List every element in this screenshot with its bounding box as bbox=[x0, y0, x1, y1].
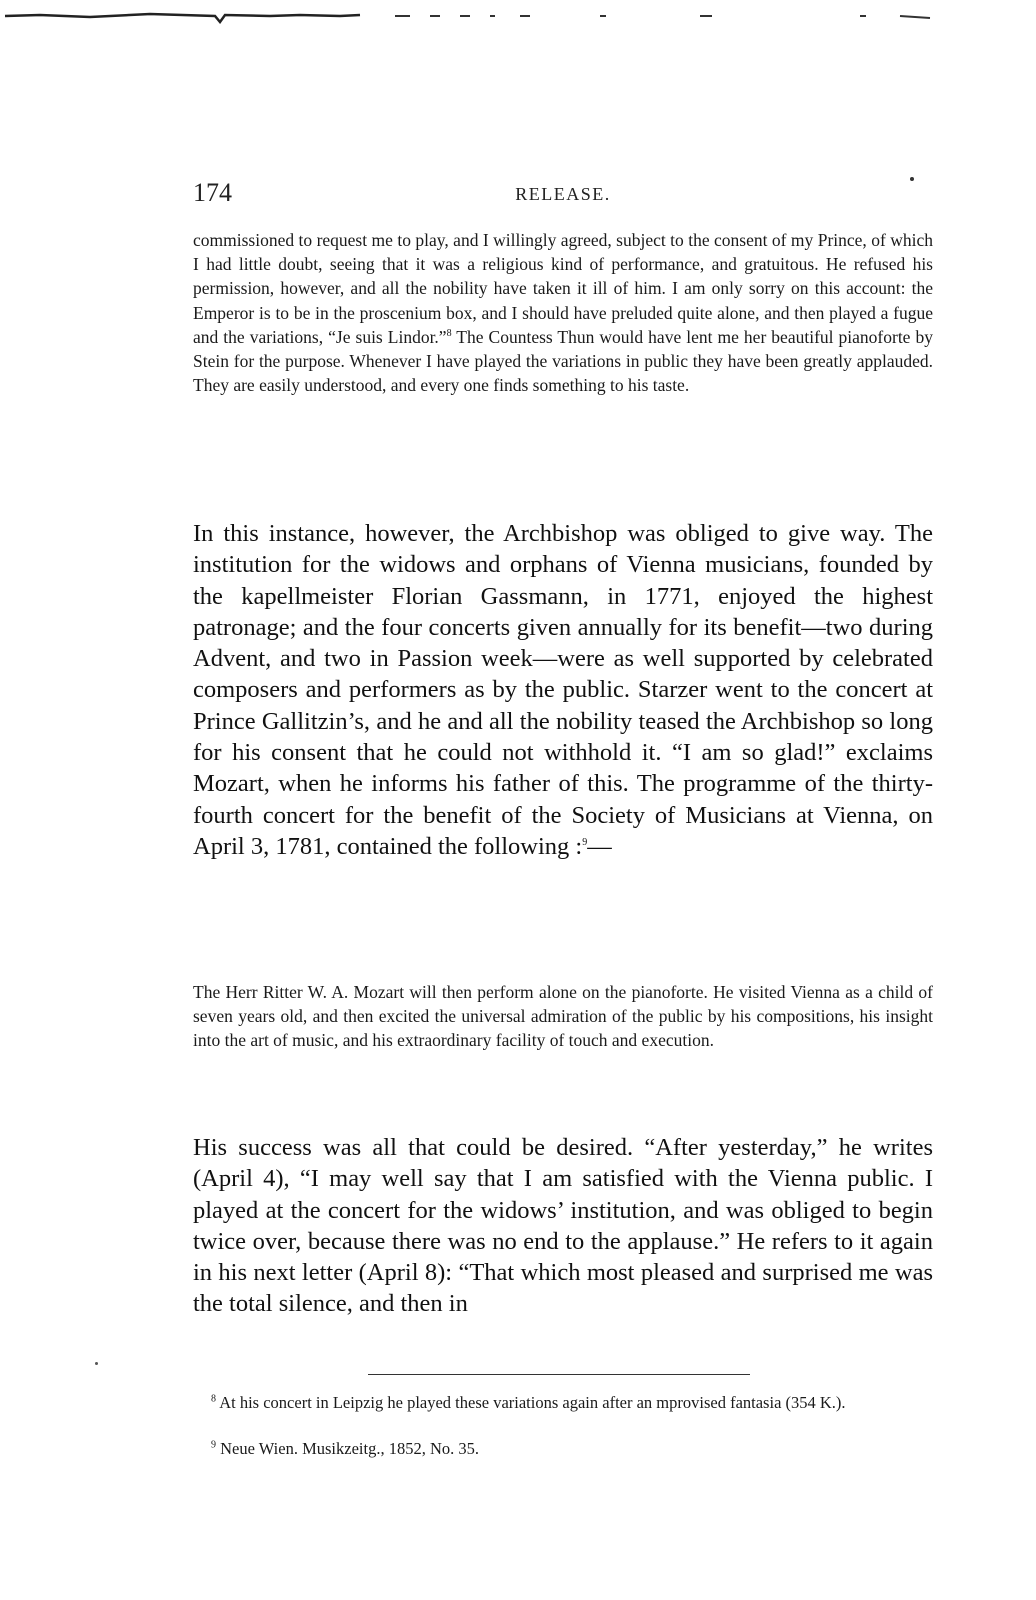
footnote-mark: 9 bbox=[211, 1439, 216, 1451]
running-head: RELEASE. bbox=[515, 184, 611, 204]
margin-speck bbox=[95, 1362, 98, 1365]
page-header bbox=[193, 178, 933, 218]
letter-quote-text-cont: The Countess Thun would have lent me her beautiful pianoforte by Stein for the purpose. Whenever I have played the variations in public they have been greatly applauded. They are easily understood, and every one finds something to his taste. bbox=[193, 326, 933, 396]
body-paragraph-text: In this instance, however, the Archbishop was obliged to give way. The institution for the widows and orphans of Vienna musicians, founded by the kapellmeister Florian Gassmann, in 1771, enjoyed the highest patronage; and the four concerts given annually for its benefit—two during Advent, and two in Passion week—were as well supported by celebrated composers and performers as by the public. Starzer went to the concert at Prince Gallitzin’s, and he and all the nobility teased the Archbishop so long for his consent that he could not withhold it. “I am so glad!” exclaims Mozart, when he informs his father of this. The programme of the thirty-fourth concert for the benefit of the Society of Musicians at Vienna, on April 3, 1781, contained the following : bbox=[193, 520, 933, 860]
body-paragraph bbox=[193, 518, 933, 862]
letter-quote-text: commissioned to request me to play, and I willingly agreed, subject to the consent of my Prince, of which I had little doubt, seeing that it was a religious kind of performance, and gratuitous. He refused his permission, however, and all the nobility have taken it ill of him. I am only sorry on this account: the Emperor is to be in the proscenium box, and I should have preluded quite alone, and then played a fugue and the variations, “Je suis Lindor.” bbox=[193, 230, 933, 347]
programme-quote: The Herr Ritter W. A. Mozart will then perform alone on the pianoforte. He visited Vienna as a child of seven years old, and then excited the universal admiration of the public by his compositions, his insight into the art of music, and his extraordinary facility of touch and execution. bbox=[193, 982, 933, 1051]
footnote-text: At his concert in Leipzig he played these variations again after an mprovised fantasia (354 K.). bbox=[219, 1393, 846, 1412]
ink-speck bbox=[910, 177, 914, 181]
footnote-ref-9: 9 bbox=[582, 836, 588, 848]
footnote-text: Neue Wien. Musikzeitg., 1852, No. 35. bbox=[220, 1439, 479, 1458]
footnote-mark: 8 bbox=[211, 1393, 216, 1405]
page-number: 174 bbox=[193, 178, 232, 207]
footnote-rule bbox=[368, 1374, 750, 1375]
scan-artifact-line bbox=[0, 10, 1036, 24]
body-paragraph-dash: — bbox=[587, 832, 612, 860]
footnote-ref-8: 8 bbox=[446, 327, 452, 339]
footnote-9 bbox=[193, 1438, 951, 1460]
letter-quote bbox=[193, 228, 933, 397]
footnote-8 bbox=[193, 1392, 933, 1414]
body-paragraph-2: His success was all that could be desired. “After yesterday,” he writes (April 4), “I may well say that I am satisfied with the Vienna public. I played at the concert for the widows’ institution, and was obliged to begin twice over, because there was no end to the applause.” He refers to it again in his next letter (April 8): “That which most pleased and surprised me was the total silence, and then in bbox=[193, 1134, 933, 1318]
